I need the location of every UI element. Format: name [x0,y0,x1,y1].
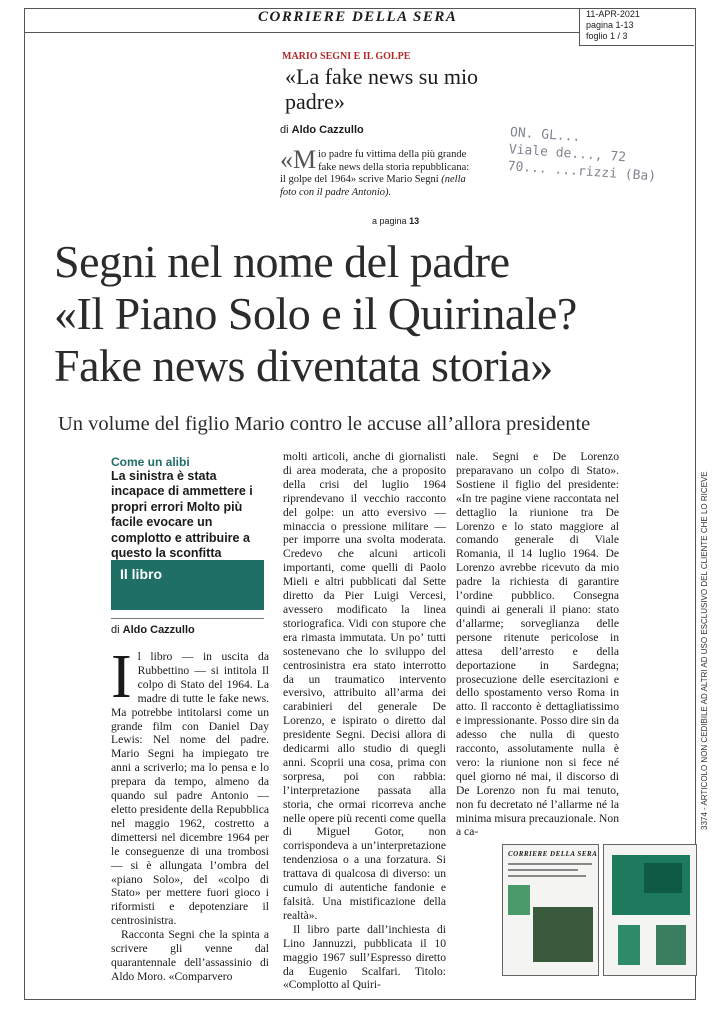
subheadline: Un volume del figlio Mario contro le accuse all’allora presidente [58,413,591,435]
book-label: Il libro [120,566,162,582]
paragraph: Il libro parte dall’inchiesta di Lino Jannuzzi, pubblicata il 10 maggio 1967 sull’Espresso diretto da Eugenio Scalfari. Titolo: «Complotto al Quiri- [283,922,446,992]
teaser-page-ref [372,216,419,226]
clipping-page: pagina 1-13 [586,20,634,30]
article-byline-prefix: di [111,624,120,636]
article-byline-author: Aldo Cazzullo [122,624,195,636]
teaser-byline [280,124,364,136]
thumbnail-block [508,885,530,915]
thumbnail-masthead: CORRIERE DELLA SERA [508,850,598,858]
article-byline [111,624,195,636]
paragraph: molti articoli, anche di giornalisti di area moderata, che a proposito della crisi del luglio 1964 riprendevano il vecchio racconto del golpe: un atto eversivo — minaccia o pressione militare — per imporre una svolta moderata. Credevo che alcuni articoli importanti, come quelli di Paolo Mieli e altri pubblicati dal Sette diretto da Pier Luigi Vercesi, avessero modificato la linea storiografica. Vidi con stupore che era rimasta immutata. Un po’ tutti sostenevano che lo sviluppo del centrosinistra era stato interrotto da un traumatico intervento eversivo, attribuito all’arma dei carabinieri del generale De Lorenzo, e ispirato o diretto dal presidente Segni. Decisi allora di dedicarmi allo studio di quegli anni. Scoprii una cosa, prima con sorpresa, poi con rabbia: l’interpretazione passata alla storia, che ormai ricorreva anche nelle opere più recenti come quella di Miguel Gotor, non corrispondeva a un’interpretazione tendenziosa o a una forzatura. Si trattava di qualcosa di diverso: un cumulo di autentiche fandonie e falsità. Una mistificazione della realtà». [283,450,446,922]
masthead: CORRIERE DELLA SERA [258,9,458,25]
teaser-page-ref-prefix: a pagina [372,216,407,226]
stamp-line-2: Viale de..., 72 [508,142,627,166]
front-page-thumbnail [502,844,599,976]
teaser-dropcap: «M [280,145,317,174]
sidebar-quote: La sinistra è stata incapace di ammettere i propri errori Molto più facile evocare un complotto e attribuire a questo la sconfitta [111,469,253,561]
headline-line-3: Fake news diventata storia» [54,340,553,391]
stamp-line-1: ON. GL... [509,125,581,146]
address-stamp [506,124,680,206]
thumbnail-photo [533,907,593,962]
stamp-line-3: 70... ...rizzi (Ba) [507,159,657,185]
clipping-sheet: foglio 1 / 3 [586,31,628,41]
paragraph [111,643,269,928]
clipping-date: 11-APR-2021 [586,9,640,19]
thumbnail-block [656,925,686,965]
teaser-kicker: MARIO SEGNI E IL GOLPE [282,51,411,62]
article-column-1 [111,643,269,984]
article-column-2 [283,450,446,992]
headline [54,236,674,392]
teaser-text: io padre fu vittima della più grande fake news della storia repubblicana: il golpe del 1964» scrive Mario Segni [280,149,470,186]
headline-line-1: Segni nel nome del padre [54,236,510,287]
teaser-byline-prefix: di [280,124,289,136]
teaser-byline-author: Aldo Cazzullo [291,124,364,136]
paragraph: nale. Segni e De Lorenzo preparavano un colpo di Stato». Sostiene il figlio del presidente: «In tre pagine viene raccontata nel dettaglio la riunione tra De Lorenzo e lo stato maggiore al comando generale di Viale Romania, il 14 luglio 1964. De Lorenzo avrebbe ricevuto da mio padre la richiesta di garantire l’ordine pubblico. Consegna quindi ai generali il piano: stato d’allarme; sorveglianza delle persone ritenute pericolose in attesa dell’arresto e della deportazione in Sardegna; prosecuzione delle esercitazioni e dello spostamento verso Roma in atto. Il racconto è dettagliatissimo e impressionante. Posso dire sin da adesso che nulla di questo racconto, assolutamente nulla è vero: la riunione non si fece né quel giorno né mai, il discorso di De Lorenzo non fu mai tenuto, non fu decretato né l’allarme né la minima misura precauzionale. Non a ca- [456,450,619,839]
paragraph: Racconta Segni che la spinta a scrivere gli venne dal quarantennale dell’assassinio di Aldo Moro. «Comparvero [111,928,269,983]
article-column-3 [456,450,619,839]
divider [111,618,264,619]
thumbnail-photo [644,863,682,893]
teaser-title: «La fake news su mio padre» [285,64,479,114]
teaser-body [280,145,470,199]
paragraph-text: l libro — in uscita da Rubbettino — si intitola Il colpo di Stato del 1964. La madre di tutte le fake news. Ma potrebbe intitolarsi come un grande film con Daniel Day Lewis: Nel nome del padre. Mario Segni ha impiegato tre anni a scriverlo; ma lo pensa e lo prepara da tempo, almeno da quando sul padre Antonio — eletto presidente della Repubblica nel maggio 1962, costretto a dimettersi nel dicembre 1964 per le conseguenze di una trombosi — si è allungata l’ombra del «piano Solo», del «colpo di Stato» per mettere fuori gioco i riformisti e depotenziare il centrosinistra. [111,650,269,928]
side-notice: 3374 - ARTICOLO NON CEDIBILE AD ALTRI AD USO ESCLUSIVO DEL CLIENTE CHE LO RICEVE [700,471,709,830]
clipping-meta [579,8,694,46]
headline-line-2: «Il Piano Solo e il Quirinale? [54,288,577,339]
thumbnail-rule [508,863,592,865]
sidebar-label: Come un alibi [111,455,190,469]
thumbnail-rule [508,869,578,871]
thumbnail-rule [508,875,586,877]
article-dropcap: I [111,643,132,711]
inside-page-thumbnail [603,844,697,976]
teaser-caption: (nella foto con il padre Antonio). [280,174,466,198]
thumbnail-block [618,925,640,965]
teaser-page-ref-number: 13 [409,216,420,226]
